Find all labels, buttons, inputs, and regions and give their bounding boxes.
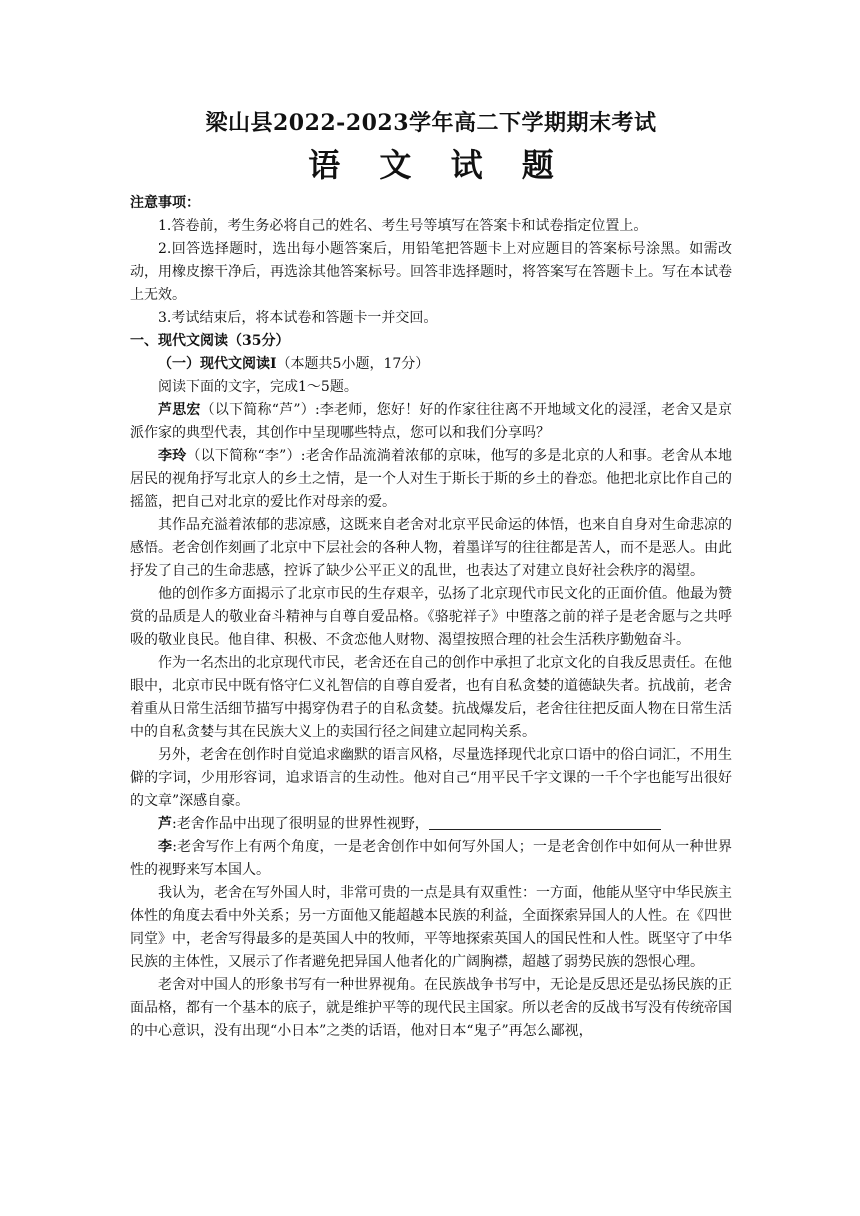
notice-heading: 注意事项： [130,195,200,211]
sub-section-title: （一）现代文阅读Ⅰ [158,356,277,372]
passage-paragraph-2 [130,445,732,514]
passage-paragraph-5: 作为一名杰出的北京现代市民，老舍还在自己的创作中承担了北京文化的自我反思责任。在他眼中，北京市民中既有恪守仁义礼智信的自尊自爱者，也有自私贪婪的道德缺失者。抗战前，老舍着重从日常生活细节描写中揭穿伪君子的自私贪婪。抗战爆发后，老舍往往把反面人物在日常生活中的自私贪婪与其在民族大义上的卖国行径之间建立起同构关系。 [130,655,732,740]
section-heading: 一、现代文阅读（35分） [130,333,290,349]
speaker-li: 李 [158,839,173,855]
exam-subject-title: 语 文 试 题 [308,146,568,184]
exam-page [130,108,732,1043]
notice-item-2: 2.回答选择题时，选出每小题答案后，用铅笔把答题卡上对应题目的答案标号涂黑。如需改动，用橡皮擦干净后，再选涂其他答案标号。回答非选择题时，将答案写在答题卡上。写在本试卷上无效。 [130,241,732,303]
paragraph-text: :老舍写作上有两个角度，一是老舍创作中如何写外国人；一是老舍创作中如何从一种世界性的视野来写本国人。 [130,839,732,878]
passage-paragraph-6: 另外，老舍在创作时自觉追求幽默的语言风格，尽量选择现代北京口语中的俗白词汇，不用生僻的字词，少用形容词，追求语言的生动性。他对自己“用平民千字文课的一千个字也能写出很好的文章”深感自豪。 [130,747,732,809]
paragraph-text: （以下简称“李”）:老舍作品流淌着浓郁的京味，他写的多是北京的人和事。老舍从本地居民的视角抒写北京人的乡土之情，是一个人对生于斯长于斯的乡土的眷恋。他把北京比作自己的摇篮，把自己对北京的爱比作对母亲的爱。 [130,448,732,510]
passage-paragraph-8 [130,836,732,882]
passage-paragraph-9: 我认为，老舍在写外国人时，非常可贵的一点是具有双重性：一方面，他能从坚守中华民族主体性的角度去看中外关系；另一方面他又能超越本民族的利益，全面探索异国人的人性。在《四世同堂》中，老舍写得最多的是英国人中的牧师，平等地探索英国人的国民性和人性。既坚守了中华民族的主体性，又展示了作者避免把异国人他者化的广阔胸襟，超越了弱势民族的怨恨心理。 [130,885,732,970]
notice-item-3: 3.考试结束后，将本试卷和答题卡一并交回。 [158,310,438,326]
passage-paragraph-10: 老舍对中国人的形象书写有一种世界视角。在民族战争书写中，无论是反思还是弘扬民族的正面品格，都有一个基本的底子，就是维护平等的现代民主国家。所以老舍的反战书写没有传统帝国的中心意识，没有出现“小日本”之类的话语，他对日本“鬼子”再怎么鄙视， [130,977,732,1039]
exam-title: 梁山县2022-2023学年高二下学期期末考试 [205,110,657,136]
answer-blank [429,814,661,830]
passage-paragraph-7 [130,813,732,836]
passage-paragraph-4: 他的创作多方面揭示了北京市民的生存艰辛，弘扬了北京现代市民文化的正面价值。他最为赞赏的品质是人的敬业奋斗精神与自尊自爱品格。《骆驼祥子》中堕落之前的祥子是老舍愿与之共呼吸的敬业良民。他自律、积极、不贪恋他人财物、渴望按照合理的社会生活秩序勤勉奋斗。 [130,586,732,648]
passage-paragraph-1 [130,399,732,445]
reading-instruction: 阅读下面的文字，完成1～5题。 [158,379,358,395]
speaker-lu: 芦 [158,816,172,832]
passage-paragraph-3: 其作品充溢着浓郁的悲凉感，这既来自老舍对北京平民命运的体悟，也来自自身对生命悲凉的感悟。老舍创作刻画了北京中下层社会的各种人物，着墨详写的往往都是苦人，而不是恶人。由此抒发了自己的生命悲感，控诉了缺少公平正义的乱世，也表达了对建立良好社会秩序的渴望。 [130,517,732,579]
speaker-li: 李玲 [158,448,187,464]
sub-section-heading [130,353,732,376]
paragraph-text: :老舍作品中出现了很明显的世界性视野， [172,816,429,832]
sub-section-info: （本题共5小题，17分） [276,356,430,372]
notice-item-1: 1.答卷前，考生务必将自己的姓名、考生号等填写在答案卡和试卷指定位置上。 [158,218,648,234]
speaker-lu: 芦思宏 [158,402,201,418]
paragraph-text: （以下简称“芦”）:李老师，您好！好的作家往往离不开地域文化的浸淫，老舍又是京派作家的典型代表，其创作中呈现哪些特点，您可以和我们分享吗？ [130,402,732,441]
